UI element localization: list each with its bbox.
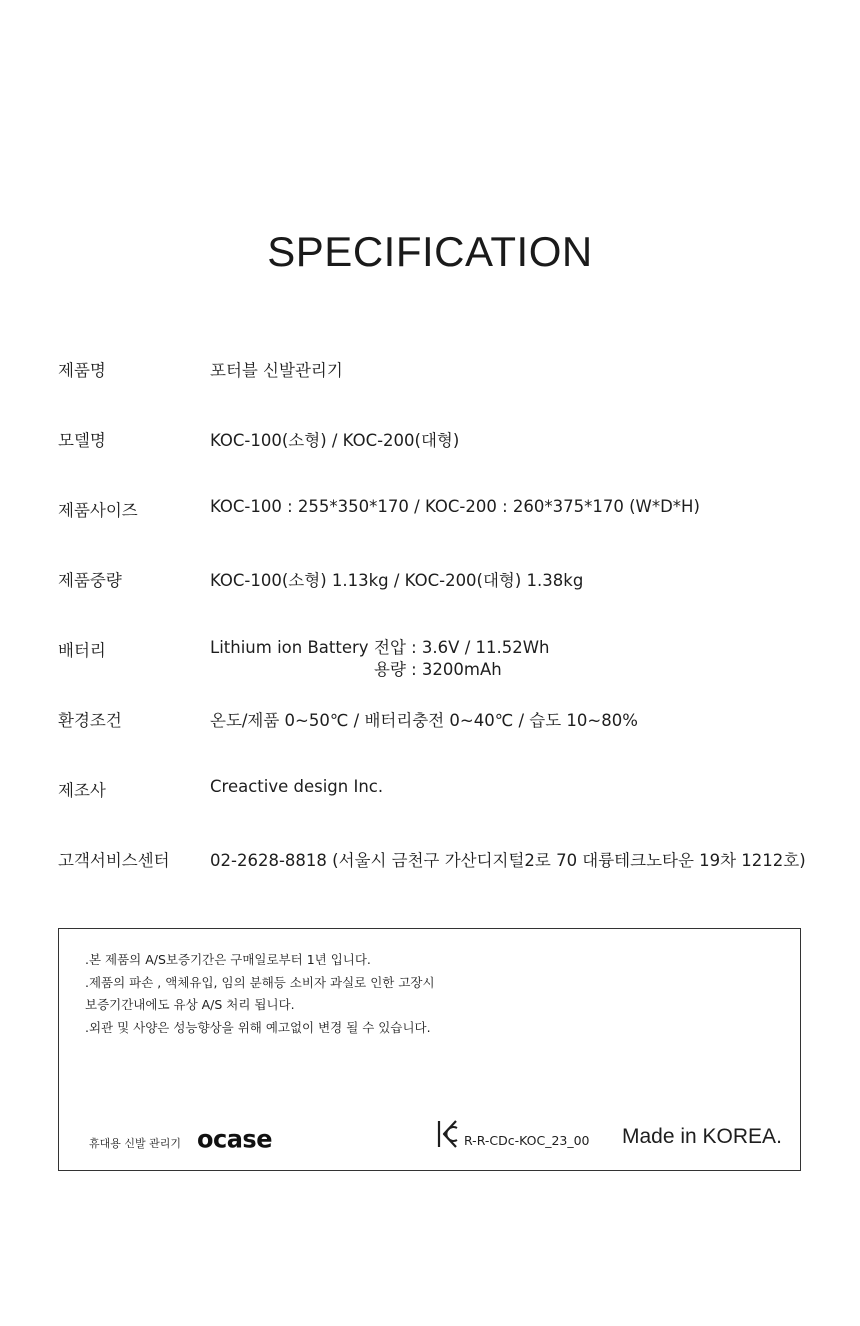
spec-row-battery (58, 637, 818, 685)
notice-box (58, 928, 801, 1171)
notice-lines (85, 949, 435, 1039)
brand-logo: ocase (197, 1124, 272, 1154)
spec-label: 제품명 (58, 361, 106, 380)
notice-line: .본 제품의 A/S보증기간은 구매일로부터 1년 입니다. (85, 952, 371, 967)
spec-row-model-name (58, 427, 818, 467)
spec-value: Lithium ion Battery (210, 638, 369, 657)
spec-row-size (58, 497, 818, 537)
spec-label: 모델명 (58, 431, 106, 450)
product-caption: 휴대용 신발 관리기 (89, 1137, 182, 1150)
spec-value: 온도/제품 0~50℃ / 배터리충전 0~40℃ / 습도 10~80% (210, 711, 638, 730)
spec-label: 제품사이즈 (58, 501, 138, 520)
spec-value: 포터블 신발관리기 (210, 361, 343, 380)
spec-label: 배터리 (58, 641, 106, 660)
spec-row-weight (58, 567, 818, 607)
spec-value: KOC-100 : 255*350*170 / KOC-200 : 260*375*170 (W*D*H) (210, 497, 700, 516)
spec-row-environment (58, 707, 818, 747)
spec-label: 제조사 (58, 781, 106, 800)
spec-row-manufacturer (58, 777, 818, 817)
notice-line: 보증기간내에도 유상 A/S 처리 됩니다. (85, 997, 295, 1012)
spec-row-product-name (58, 357, 818, 397)
spec-value: Creactive design Inc. (210, 777, 384, 796)
notice-line: .제품의 파손 , 액체유입, 임의 분해등 소비자 과실로 인한 고장시 (85, 974, 435, 990)
notice-line: .외관 및 사양은 성능향상을 위해 예고없이 변경 될 수 있습니다. (85, 1019, 431, 1035)
battery-details (374, 637, 550, 681)
battery-voltage: 전압 : 3.6V / 11.52Wh (374, 638, 550, 657)
spec-value: 02-2628-8818 (서울시 금천구 가산디지털2로 70 대륭테크노타운 19차 1212호) (210, 851, 806, 870)
spec-label: 고객서비스센터 (58, 851, 170, 870)
certification-code: R-R-CDc-KOC_23_00 (464, 1133, 590, 1148)
spec-value: KOC-100(소형) / KOC-200(대형) (210, 431, 460, 450)
battery-capacity: 용량 : 3200mAh (374, 660, 502, 679)
spec-label: 제품중량 (58, 571, 122, 590)
spec-label: 환경조건 (58, 711, 122, 730)
kc-certification-icon (437, 1118, 459, 1150)
made-in-label: Made in KOREA. (622, 1125, 782, 1148)
page-title: SPECIFICATION (267, 228, 593, 275)
spec-value: KOC-100(소형) 1.13kg / KOC-200(대형) 1.38kg (210, 571, 584, 590)
spec-row-service (58, 847, 818, 887)
